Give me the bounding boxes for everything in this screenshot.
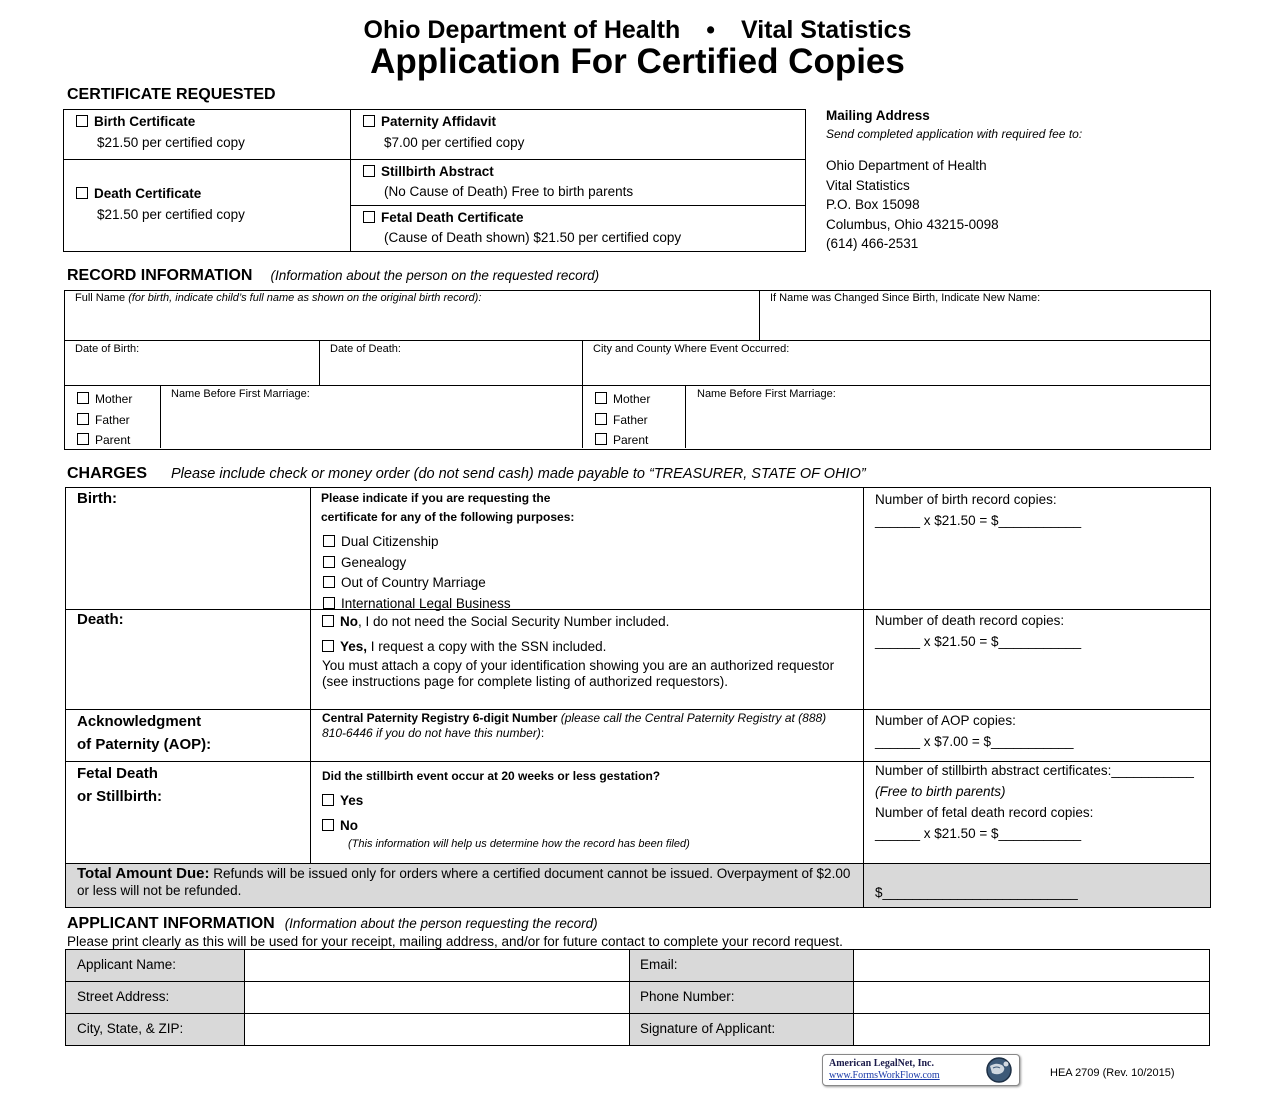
agency-header	[0, 16, 1275, 45]
record-section-heading	[67, 267, 599, 285]
name-before-marriage-label-1: Name Before First Marriage:	[171, 388, 310, 400]
birth-certificate-label: Birth Certificate	[94, 114, 196, 129]
stillbirth-abstract-label: Stillbirth Abstract	[381, 164, 494, 179]
total-amount-label: Total Amount Due:	[77, 865, 210, 882]
fetal-no-label: No	[340, 818, 358, 833]
paternity-affidavit-cell	[351, 110, 806, 160]
death-no-bold: No	[340, 614, 358, 629]
aop-instruction	[322, 711, 852, 741]
fetal-label-line-1: Fetal Death	[77, 765, 158, 782]
email-label: Email:	[630, 950, 854, 982]
fetal-yes-checkbox[interactable]	[322, 794, 334, 806]
total-amount-line: $__________________________	[875, 885, 1078, 900]
fetal-note: (This information will help us determine how the record has been filed)	[348, 838, 690, 850]
death-yes-checkbox[interactable]	[322, 640, 334, 652]
total-amount-row	[66, 864, 863, 907]
email-input[interactable]	[854, 950, 1210, 982]
applicant-heading-text: APPLICANT INFORMATION	[67, 915, 275, 932]
parent-checkbox-2[interactable]	[595, 433, 607, 445]
total-amount-note: Refunds will be issued only for orders where a certified document cannot be issued. Overpayment of $2.00 or less will not be refunded.	[77, 866, 851, 898]
birth-certificate-price: $21.50 per certified copy	[97, 135, 245, 150]
name-changed-label: If Name was Changed Since Birth, Indicate New Name:	[770, 292, 1041, 304]
street-address-input[interactable]	[245, 982, 630, 1014]
stillbirth-abstract-cell	[351, 160, 806, 206]
fetal-no-option	[322, 818, 358, 833]
american-legalnet-logo[interactable]	[822, 1054, 1020, 1086]
full-name-label: Full Name	[75, 292, 126, 304]
total-amount-field[interactable]	[864, 864, 1210, 907]
stillbirth-free-note: (Free to birth parents)	[875, 784, 1006, 799]
certificate-table	[63, 109, 806, 252]
out-of-country-marriage-checkbox[interactable]	[323, 576, 335, 588]
death-charge-label: Death:	[77, 611, 124, 628]
death-certificate-price: $21.50 per certified copy	[97, 207, 245, 222]
division-name: Vital Statistics	[741, 16, 912, 44]
signature-label: Signature of Applicant:	[630, 1014, 854, 1046]
fetal-question: Did the stillbirth event occur at 20 weeks or less gestation?	[322, 769, 661, 783]
charges-table	[65, 487, 1211, 908]
logo-url[interactable]: www.FormsWorkFlow.com	[829, 1070, 940, 1081]
birth-copies-block	[875, 489, 1081, 531]
mother-checkbox-1[interactable]	[77, 392, 89, 404]
mailing-line-3: P.O. Box 15098	[826, 197, 920, 212]
applicant-table	[65, 949, 1210, 1046]
mother-checkbox-2[interactable]	[595, 392, 607, 404]
genealogy-label: Genealogy	[341, 554, 407, 570]
city-county-field[interactable]	[583, 341, 1210, 386]
death-certificate-cell	[64, 160, 351, 252]
fetal-death-label: Fetal Death Certificate	[381, 210, 524, 225]
fetal-yes-label: Yes	[340, 793, 364, 808]
total-amount-text	[77, 865, 852, 899]
death-certificate-label: Death Certificate	[94, 186, 202, 201]
record-information-form	[64, 290, 1211, 450]
charges-subheading: Please include check or money order (do not send cash) made payable to “TREASURER, STATE OF OHIO”	[171, 466, 866, 482]
death-yes-bold: Yes,	[340, 639, 368, 654]
paternity-affidavit-price: $7.00 per certified copy	[384, 135, 525, 150]
full-name-hint: (for birth, indicate child’s full name as shown on the original birth record):	[128, 292, 482, 304]
agency-name: Ohio Department of Health	[363, 16, 681, 44]
applicant-name-label: Applicant Name:	[66, 950, 245, 982]
birth-copies-label: Number of birth record copies:	[875, 492, 1057, 507]
header-separator: •	[706, 16, 715, 44]
mailing-phone: (614) 466-2531	[826, 236, 919, 251]
applicant-section-heading	[67, 915, 598, 933]
stillbirth-copies-block	[875, 762, 1200, 842]
phone-number-label: Phone Number:	[630, 982, 854, 1014]
parent-label-1: Parent	[95, 433, 131, 447]
charges-divider-1	[310, 488, 311, 863]
charges-section-heading	[67, 465, 866, 483]
death-id-note: You must attach a copy of your identification showing you are an authorized requestor (see instructions page for complete listing of authorized requestors).	[322, 658, 835, 689]
mother-label-1: Mother	[95, 392, 133, 406]
father-checkbox-2[interactable]	[595, 413, 607, 425]
birth-certificate-cell	[64, 110, 351, 160]
mother-label-2: Mother	[613, 392, 651, 406]
aop-copies-calc[interactable]: ______ x $7.00 = $___________	[875, 734, 1074, 749]
death-no-checkbox[interactable]	[322, 615, 334, 627]
stillbirth-abstract-checkbox[interactable]	[363, 165, 375, 177]
fetal-copies-calc[interactable]: ______ x $21.50 = $___________	[875, 826, 1082, 841]
father-checkbox-1[interactable]	[77, 413, 89, 425]
aop-copies-block	[875, 710, 1074, 752]
dual-citizenship-checkbox[interactable]	[323, 535, 335, 547]
aop-label-line-1: Acknowledgment	[77, 713, 202, 730]
city-county-label: City and County Where Event Occurred:	[593, 343, 790, 355]
city-state-zip-input[interactable]	[245, 1014, 630, 1046]
death-no-option	[322, 614, 669, 629]
applicant-instruction: Please print clearly as this will be used for your receipt, mailing address, and/or for future contact to complete your record request.	[67, 934, 843, 949]
date-of-death-field[interactable]	[320, 341, 583, 386]
signature-input[interactable]	[854, 1014, 1210, 1046]
aop-instruction-bold: Central Paternity Registry 6-digit Number	[322, 711, 558, 725]
fetal-yes-option	[322, 793, 363, 808]
applicant-subheading: (Information about the person requesting the record)	[284, 916, 598, 931]
death-copies-block	[875, 610, 1081, 652]
parent-checkbox-1[interactable]	[77, 433, 89, 445]
certificate-section-heading: CERTIFICATE REQUESTED	[67, 86, 276, 103]
paternity-affidavit-label: Paternity Affidavit	[381, 114, 497, 129]
genealogy-checkbox[interactable]	[323, 556, 335, 568]
phone-number-input[interactable]	[854, 982, 1210, 1014]
parent-label-2: Parent	[613, 433, 649, 447]
stillbirth-abstract-note: (No Cause of Death) Free to birth parents	[384, 184, 634, 199]
mailing-line-1: Ohio Department of Health	[826, 158, 987, 173]
record-heading-text: RECORD INFORMATION	[67, 267, 253, 284]
mailing-address-block	[826, 108, 1246, 254]
charges-heading-text: CHARGES	[67, 465, 148, 482]
form-number: HEA 2709 (Rev. 10/2015)	[1050, 1067, 1175, 1079]
fetal-no-checkbox[interactable]	[322, 819, 334, 831]
fetal-death-cell	[351, 206, 806, 252]
international-legal-business-label: International Legal Business	[341, 595, 511, 611]
aop-label-line-2: of Paternity (AOP):	[77, 736, 212, 753]
date-of-birth-field[interactable]	[65, 341, 320, 386]
birth-purpose-list	[323, 532, 511, 614]
dual-citizenship-label: Dual Citizenship	[341, 534, 439, 549]
name-before-marriage-field-1[interactable]	[161, 386, 583, 448]
mailing-line-2: Vital Statistics	[826, 177, 910, 193]
name-changed-field[interactable]	[760, 291, 1210, 341]
aop-instruction-italic: (please call the Central Paternity Registry at (888) 810-6446 if you do not have this number)	[322, 711, 827, 740]
birth-purpose-instruction	[321, 489, 574, 527]
applicant-name-input[interactable]	[245, 950, 630, 982]
date-of-birth-label: Date of Birth:	[75, 343, 140, 355]
page-title: Application For Certified Copies	[370, 42, 905, 81]
father-label-1: Father	[95, 412, 130, 427]
international-legal-business-checkbox[interactable]	[323, 597, 335, 609]
birth-copies-calc[interactable]: ______ x $21.50 = $___________	[875, 513, 1082, 528]
parent-type-group-2	[583, 386, 686, 448]
birth-charge-label: Birth:	[77, 490, 117, 507]
mailing-address-heading: Mailing Address	[826, 108, 930, 123]
death-yes-option	[322, 639, 606, 654]
out-of-country-marriage-label: Out of Country Marriage	[341, 575, 486, 590]
death-no-text: , I do not need the Social Security Number included.	[358, 614, 670, 629]
birth-instruction-line-1: Please indicate if you are requesting the	[321, 491, 551, 505]
record-subheading: (Information about the person on the requested record)	[270, 268, 600, 283]
death-copies-calc[interactable]: ______ x $21.50 = $___________	[875, 634, 1082, 649]
paternity-affidavit-checkbox[interactable]	[363, 115, 375, 127]
mailing-instruction: Send completed application with required fee to:	[826, 127, 1083, 141]
father-label-2: Father	[613, 412, 648, 427]
logo-company-name: American LegalNet, Inc.	[829, 1058, 934, 1069]
birth-instruction-line-2: certificate for any of the following purposes:	[321, 510, 575, 524]
death-yes-text: I request a copy with the SSN included.	[367, 639, 607, 654]
fetal-copies-label: Number of fetal death record copies:	[875, 805, 1094, 820]
name-before-marriage-label-2: Name Before First Marriage:	[697, 388, 836, 400]
full-name-field[interactable]	[65, 291, 760, 341]
fetal-death-checkbox[interactable]	[363, 211, 375, 223]
mailing-line-4: Columbus, Ohio 43215-0098	[826, 216, 999, 232]
date-of-death-label: Date of Death:	[330, 343, 401, 355]
stillbirth-copies-label[interactable]: Number of stillbirth abstract certificates:___________	[875, 763, 1194, 778]
globe-icon	[982, 1056, 1016, 1084]
fetal-charge-label	[77, 762, 162, 808]
aop-charge-label	[77, 710, 211, 756]
birth-certificate-checkbox[interactable]	[76, 115, 88, 127]
aop-instruction-end: :	[540, 726, 545, 740]
charges-divider-2	[863, 488, 864, 907]
name-before-marriage-field-2[interactable]	[686, 386, 1210, 448]
death-copies-label: Number of death record copies:	[875, 613, 1065, 628]
parent-type-group-1	[65, 386, 161, 448]
street-address-label: Street Address:	[66, 982, 245, 1014]
city-state-zip-label: City, State, & ZIP:	[66, 1014, 245, 1046]
aop-copies-label: Number of AOP copies:	[875, 713, 1016, 728]
death-certificate-checkbox[interactable]	[76, 187, 88, 199]
fetal-death-note: (Cause of Death shown) $21.50 per certified copy	[384, 230, 682, 245]
fetal-label-line-2: or Stillbirth:	[77, 788, 162, 805]
